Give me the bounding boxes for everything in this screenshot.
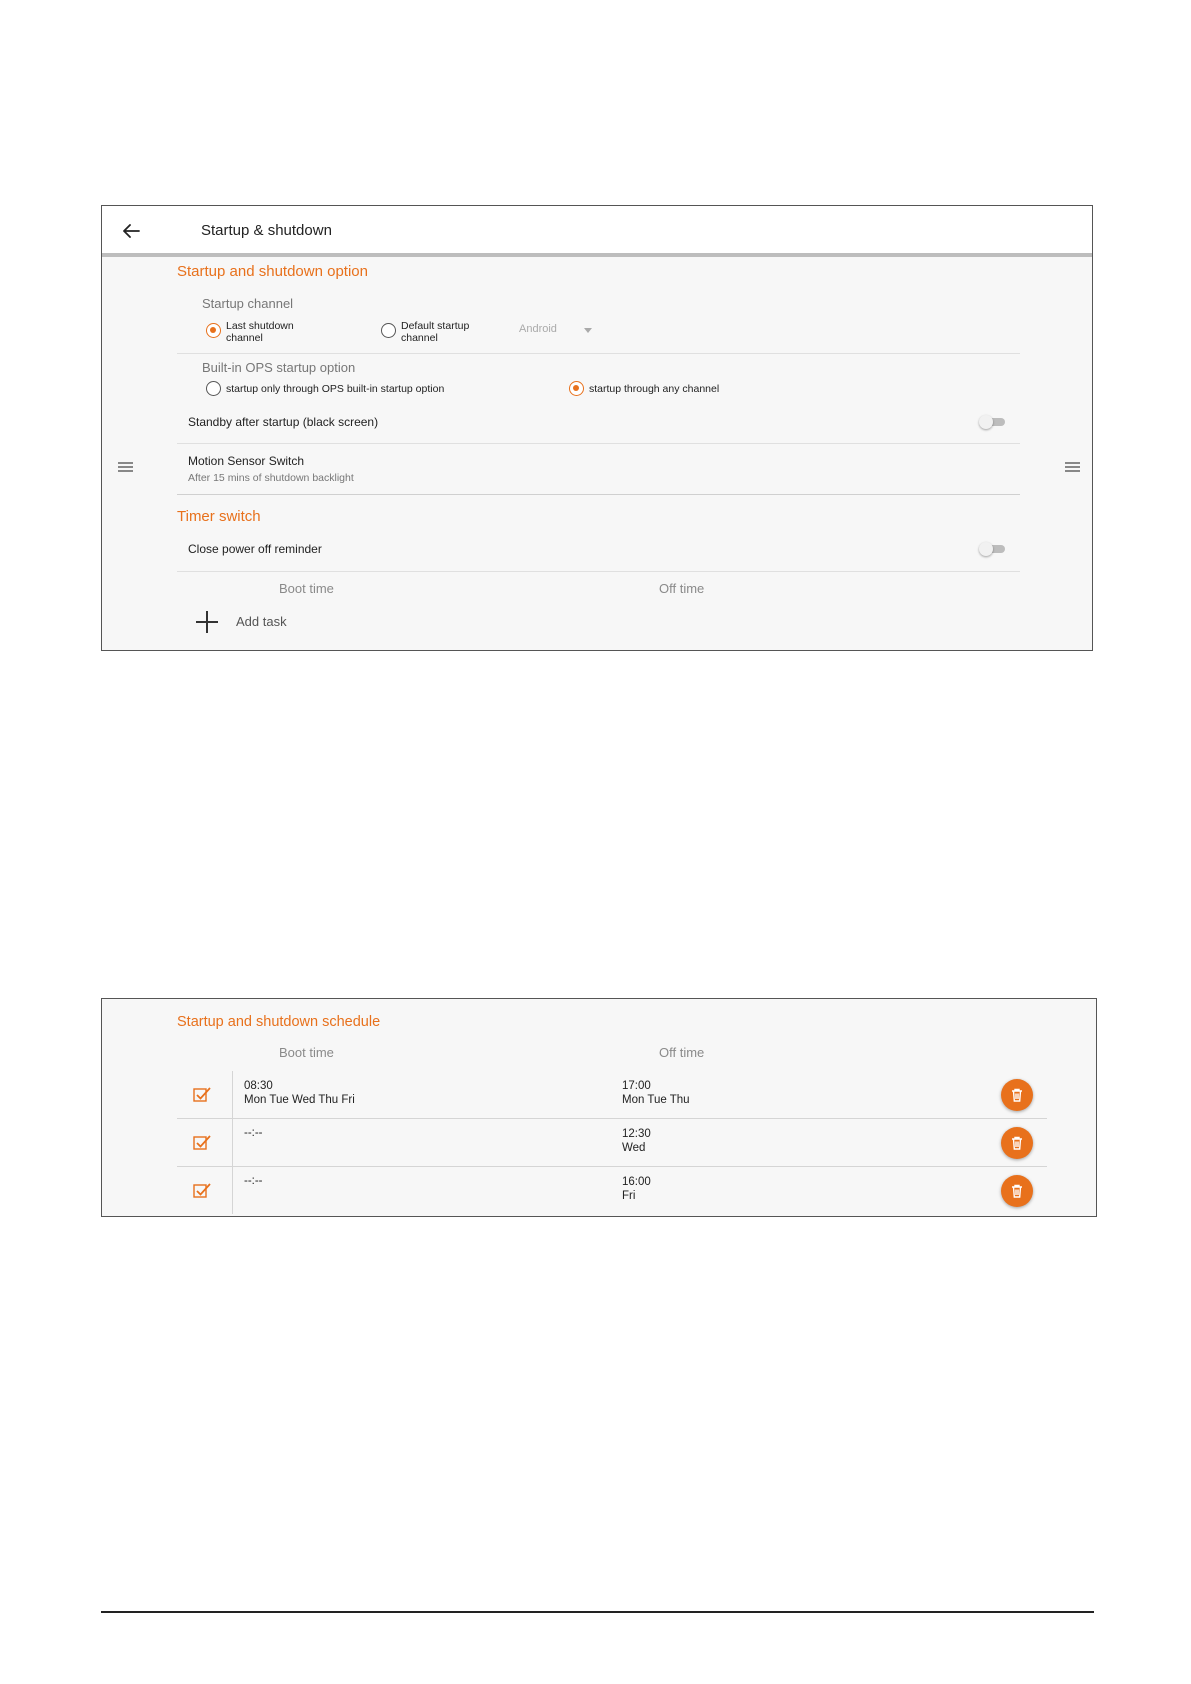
check-icon[interactable] [193, 1086, 211, 1102]
radio-last-shutdown-channel[interactable] [206, 323, 221, 338]
boot-time-cell[interactable] [244, 1174, 263, 1188]
startup-shutdown-screen [101, 205, 1093, 651]
section-title-startup-option: Startup and shutdown option [177, 263, 368, 280]
boot-time: 08:30 [244, 1080, 273, 1092]
back-arrow-icon[interactable] [120, 220, 142, 242]
boot-time: --:-- [244, 1127, 263, 1139]
title-bar [102, 206, 1092, 257]
trash-icon [1009, 1135, 1025, 1151]
boot-days: Mon Tue Wed Thu Fri [244, 1094, 355, 1106]
standby-toggle-knob [979, 415, 993, 429]
row-divider [232, 1119, 233, 1166]
radio-default-startup-label [401, 320, 469, 344]
ops-startup-heading: Built-in OPS startup option [202, 360, 356, 375]
radio-default-startup-label-line1: Default startup [401, 320, 470, 332]
radio-any-channel-label: startup through any channel [589, 383, 720, 395]
off-time-cell[interactable] [622, 1079, 690, 1107]
radio-ops-only-label: startup only through OPS built-in startup option [226, 383, 445, 395]
column-header-off-time: Off time [659, 1045, 705, 1060]
power-off-reminder-toggle[interactable] [979, 542, 1007, 556]
page-title: Startup & shutdown [201, 222, 332, 239]
startup-channel-heading: Startup channel [202, 296, 294, 311]
radio-last-shutdown-label [226, 320, 294, 344]
add-task-label: Add task [236, 614, 287, 629]
boot-time-cell[interactable] [244, 1126, 263, 1140]
off-time: 16:00 [622, 1176, 651, 1188]
power-off-reminder-toggle-knob [979, 542, 993, 556]
off-days: Mon Tue Thu [622, 1094, 690, 1106]
default-channel-value: Android [519, 323, 557, 335]
radio-default-startup-label-line2: channel [401, 332, 438, 344]
trash-icon [1009, 1087, 1025, 1103]
radio-ops-only[interactable] [206, 381, 221, 396]
schedule-row [177, 1167, 1047, 1214]
separator [177, 353, 1020, 354]
section-title-schedule: Startup and shutdown schedule [177, 1014, 381, 1030]
trash-icon [1009, 1183, 1025, 1199]
off-time-cell[interactable] [622, 1127, 651, 1155]
plus-icon [196, 611, 218, 633]
add-task-button[interactable] [196, 610, 306, 634]
delete-button[interactable] [1001, 1127, 1033, 1159]
column-header-boot-time: Boot time [279, 581, 334, 596]
standby-toggle[interactable] [979, 415, 1007, 429]
schedule-row [177, 1071, 1047, 1118]
separator [177, 571, 1020, 572]
off-days: Wed [622, 1142, 646, 1154]
check-icon[interactable] [193, 1134, 211, 1150]
drag-handle-icon[interactable] [110, 452, 140, 482]
radio-any-channel[interactable] [569, 381, 584, 396]
motion-sensor-sublabel: After 15 mins of shutdown backlight [188, 472, 354, 484]
radio-last-shutdown-label-line1: Last shutdown [226, 320, 294, 332]
column-header-boot-time: Boot time [279, 1045, 334, 1060]
row-divider [232, 1167, 233, 1214]
radio-last-shutdown-label-line2: channel [226, 332, 263, 344]
power-off-reminder-label: Close power off reminder [188, 542, 322, 556]
row-divider [232, 1071, 233, 1118]
separator [177, 494, 1020, 495]
delete-button[interactable] [1001, 1079, 1033, 1111]
off-time-cell[interactable] [622, 1175, 651, 1203]
boot-time-cell[interactable] [244, 1079, 355, 1107]
standby-label: Standby after startup (black screen) [188, 415, 379, 429]
drag-handle-icon[interactable] [1057, 452, 1087, 482]
radio-default-startup-channel[interactable] [381, 323, 396, 338]
boot-time: --:-- [244, 1175, 263, 1187]
separator [177, 443, 1020, 444]
column-header-off-time: Off time [659, 581, 705, 596]
delete-button[interactable] [1001, 1175, 1033, 1207]
default-channel-select[interactable] [519, 319, 599, 339]
page-footer-rule [101, 1611, 1094, 1613]
section-title-timer-switch: Timer switch [177, 508, 261, 525]
off-time: 17:00 [622, 1080, 651, 1092]
off-days: Fri [622, 1190, 636, 1202]
dropdown-arrow-icon [584, 328, 592, 333]
schedule-screen [101, 998, 1097, 1217]
motion-sensor-label[interactable]: Motion Sensor Switch [188, 454, 305, 468]
check-icon[interactable] [193, 1182, 211, 1198]
schedule-row [177, 1119, 1047, 1166]
off-time: 12:30 [622, 1128, 651, 1140]
